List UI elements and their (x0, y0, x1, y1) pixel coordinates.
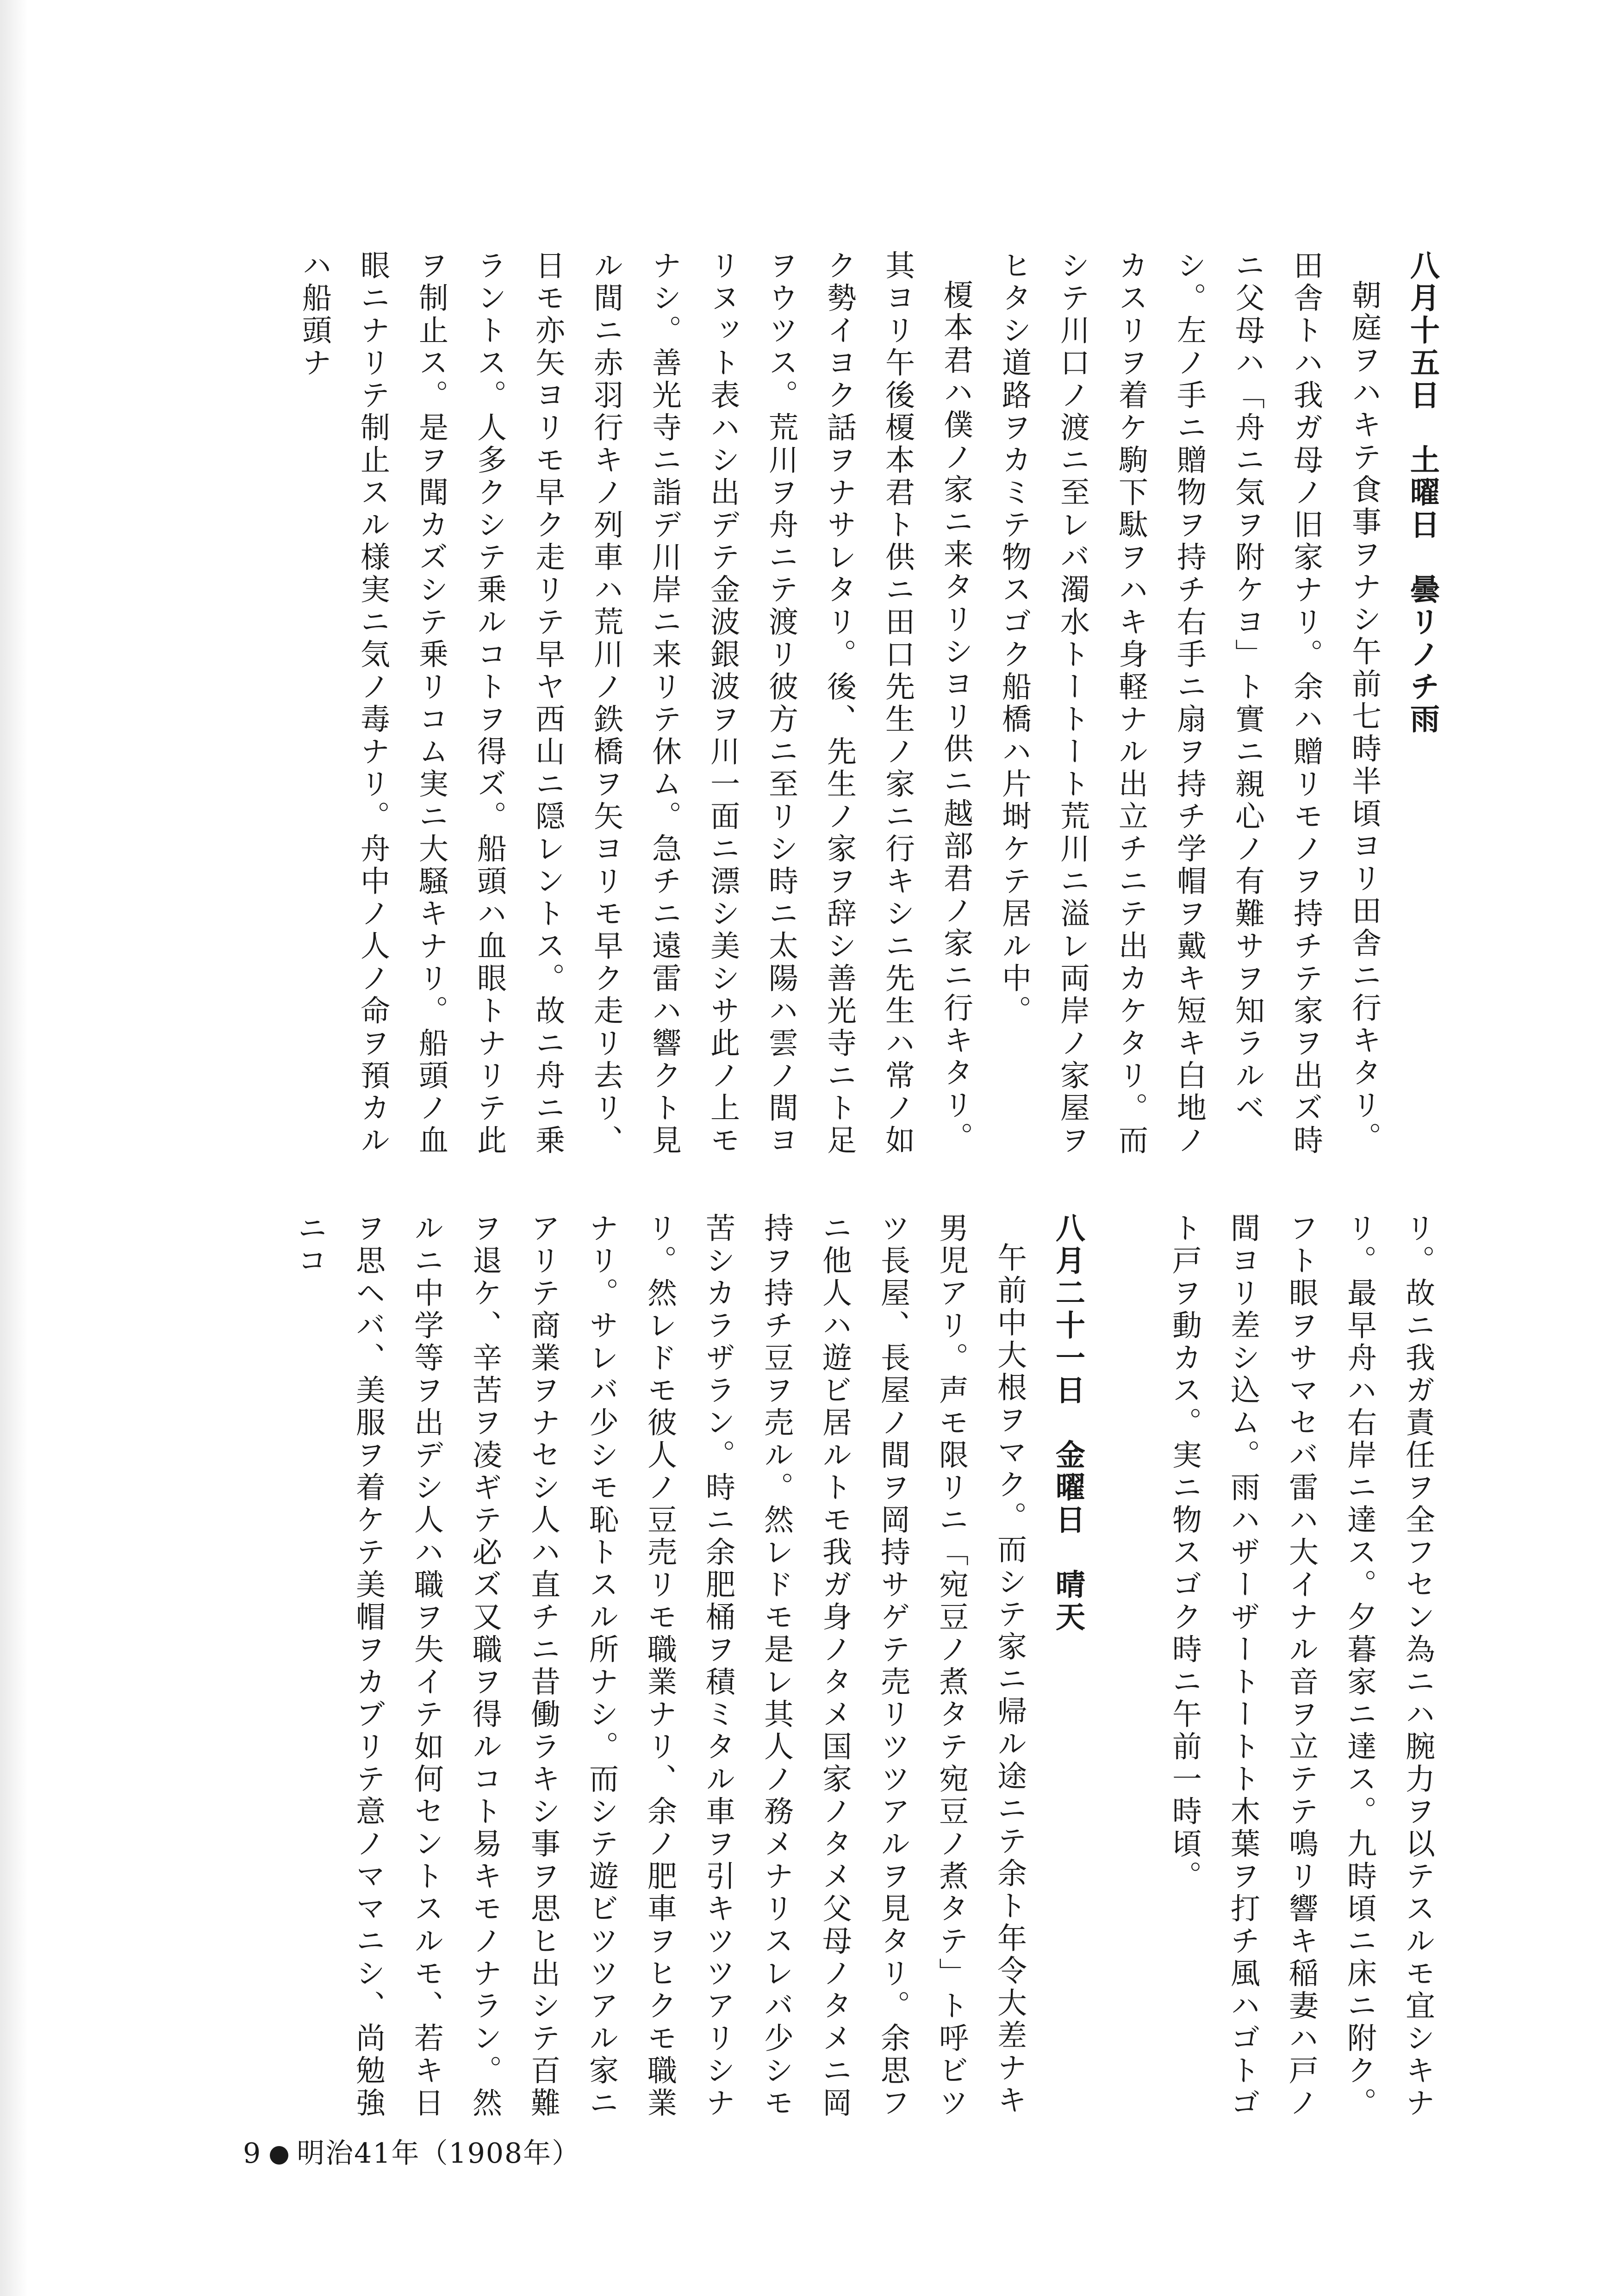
entry-heading: 八月二十一日 金曜日 晴天 (1051, 1213, 1085, 1634)
binding-shadow (0, 0, 28, 2296)
page-number: 9 (243, 2137, 262, 2170)
blank-line (1097, 1213, 1155, 2120)
bullet-icon (270, 2146, 288, 2165)
entry-paragraph: 午前中大根ヲマク。而シテ家ニ帰ル途ニテ余ト年令大差ナキ男児アリ。声モ限リニ「宛豆ノ煮タテ宛豆ノ煮タテ」ト呼ビツツ長屋、長屋ノ間ヲ岡持サゲテ売リツツアルヲ見タリ。余思フニ他人ハ遊ビ居ルトモ我ガ身ノタメ国家ノタメ父母ノタメニ岡持ヲ持チ豆ヲ売ル。然レドモ是レ其人ノ務メナリスレバ少シモ苦シカラザラン。時ニ余肥桶ヲ積ミタル車ヲ引キツツアリシナリ。然レドモ彼人ノ豆売リモ職業ナリ、余ノ肥車ヲヒクモ職業ナリ。サレバ少シモ恥トスル所ナシ。而シテ遊ビツツアル家ニアリテ商業ヲナセシ人ハ直チニ昔働ラキシ事ヲ思ヒ出シテ百難ヲ退ケ、辛苦ヲ凌ギテ必ズ又職ヲ得ルコト易キモノナラン。然ルニ中学等ヲ出デシ人ハ職ヲ失イテ如何セントスルモ、若キ日ヲ思ヘバ、美服ヲ着ケテ美帽ヲカブリテ意ノママニシ、尚勉強ニコ (292, 1213, 1027, 2120)
diary-entry-august-21 (280, 1213, 1447, 2120)
page-footer (243, 2131, 580, 2171)
entry-paragraph: 榎本君ハ僕ノ家ニ来タリシヨリ供ニ越部君ノ家ニ行キタリ。其ヨリ午後榎本君ト供ニ田口先生ノ家ニ行キシニ先生ハ常ノ如ク勢イヨク話ヲナサレタリ。後、先生ノ家ヲ辞シ善光寺ニト足ヲウツス。荒川ヲ舟ニテ渡リ彼方ニ至リシ時ニ太陽ハ雲ノ間ヨリヌット表ハシ出デテ金波銀波ヲ川一面ニ漂シ美シサ此ノ上モナシ。善光寺ニ詣デ川岸ニ来リテ休ム。急チニ遠雷ハ響クト見ル間ニ赤羽行キノ列車ハ荒川ノ鉄橋ヲ矢ヨリモ早ク走リ去リ、日モ亦矢ヨリモ早ク走リテ早ヤ西山ニ隠レントス。故ニ舟ニ乗ラントス。人多クシテ乗ルコトヲ得ズ。船頭ハ血眼トナリテ此ヲ制止ス。是ヲ聞カズシテ乗リコム実ニ大騒キナリ。船頭ノ血眼ニナリテ制止スル様実ニ気ノ毒ナリ。舟中ノ人ノ命ヲ預カルハ船頭ナ (297, 250, 973, 1157)
era-label: 明治41年（1908年） (297, 2137, 581, 2170)
entry-paragraph: 朝庭ヲハキテ食事ヲナシ午前七時半頃ヨリ田舎ニ行キタリ。田舎トハ我ガ母ノ旧家ナリ。余ハ贈リモノヲ持チテ家ヲ出ズ時ニ父母ハ「舟ニ気ヲ附ケヨ」ト實ニ親心ノ有難サヲ知ラルベシ。左ノ手ニ贈物ヲ持チ右手ニ扇ヲ持チ学帽ヲ戴キ短キ白地ノカスリヲ着ケ駒下駄ヲハキ身軽ナル出立チニテ出カケタリ。而シテ川口ノ渡ニ至レバ濁水トートート荒川ニ溢レ両岸ノ家屋ヲヒタシ道路ヲカミテ物スゴク船橋ハ片埘ケテ居ル中。 (997, 250, 1381, 1157)
entry-heading: 八月十五日 土曜日 曇リノチ雨 (1405, 250, 1439, 736)
diary-entry-august-15 (285, 250, 1451, 1157)
entry-continuation: リ。故ニ我ガ責任ヲ全フセン為ニハ腕力ヲ以テスルモ宜シキナリ。最早舟ハ右岸ニ達ス。夕暮家ニ達ス。九時頃ニ床ニ附ク。フト眼ヲサマセバ雷ハ大イナル音ヲ立テテ鳴リ響キ稲妻ハ戸ノ間ヨリ差シ込ム。雨ハザーザートートト木葉ヲ打チ風ハゴトゴト戸ヲ動カス。実ニ物スゴク時ニ午前一時頃。 (1167, 1213, 1435, 2120)
